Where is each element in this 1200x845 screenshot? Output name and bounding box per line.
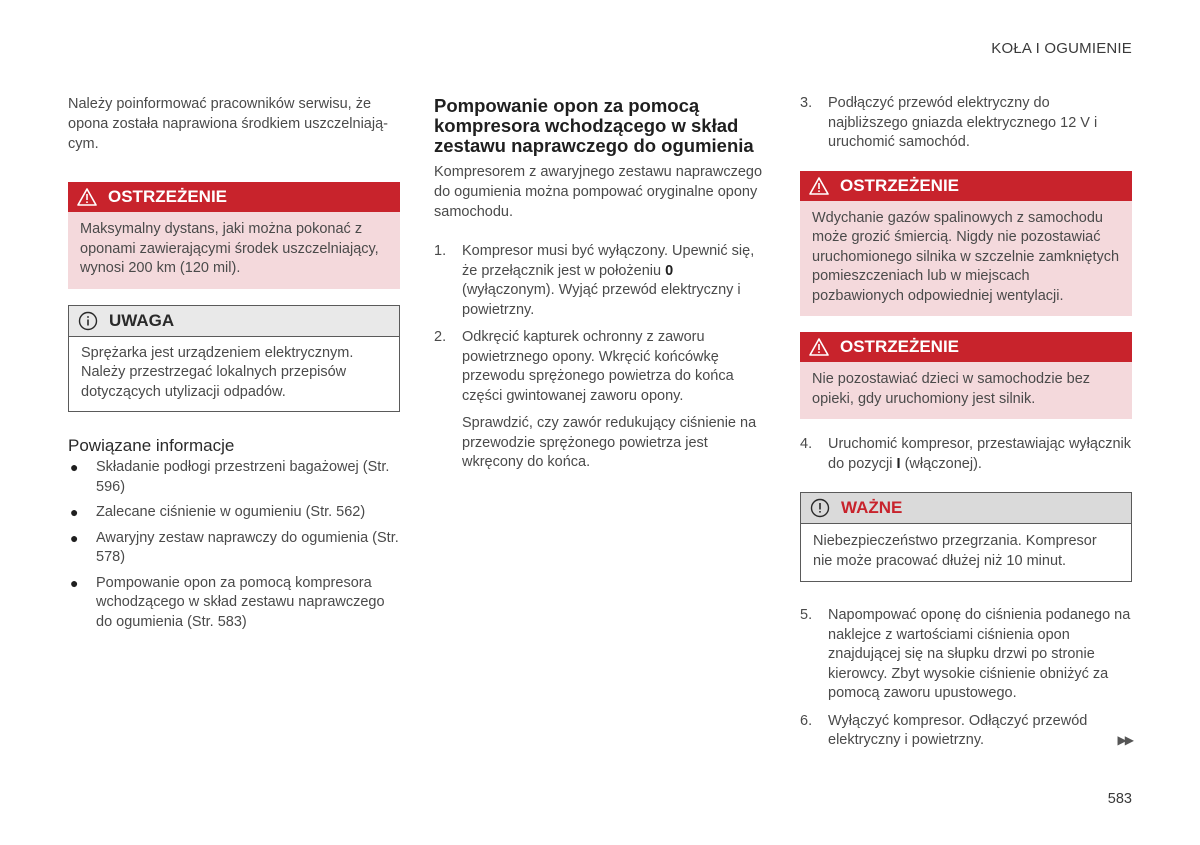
warning-box-exhaust bbox=[800, 171, 1132, 317]
note-box bbox=[68, 305, 400, 413]
column-middle bbox=[434, 96, 768, 473]
list-item[interactable]: ● Pompowanie opon za pomocą kompresora wchodzącego w skład zestawu naprawczego do ogumienia (Str. 583) bbox=[70, 574, 385, 630]
warning-title: OSTRZEŻENIE bbox=[840, 175, 960, 195]
warning-title: OSTRZEŻENIE bbox=[840, 337, 960, 356]
note-text: Sprężarka jest urządzeniem elektrycznym. Należy przestrzegać lokalnych przepisów dotyczących utylizacji odpadów. bbox=[69, 337, 399, 412]
page-number: 583 bbox=[1107, 791, 1132, 807]
related-info-list bbox=[68, 458, 400, 632]
step-4: 4. Uruchomić kompresor, przestawiając wyłącznik do pozycji I (włączonej). bbox=[800, 436, 1131, 472]
step-6: 6. Wyłączyć kompresor. Odłączyć przewód elektryczny i powietrzny. bbox=[800, 712, 1088, 748]
warning-text: Nie pozostawiać dzieci w samochodzie bez opieki, gdy uruchomiony jest silnik. bbox=[800, 362, 1132, 419]
info-circle-icon bbox=[77, 310, 99, 332]
exclamation-circle-icon bbox=[809, 497, 831, 519]
warning-header bbox=[800, 332, 1132, 362]
lead-paragraph: Kompresorem z awaryjnego zestawu naprawczego do ogumienia można pompować oryginalne opony samochodu. bbox=[434, 164, 763, 220]
bullet-icon: ● bbox=[70, 459, 79, 475]
warning-text: Wdychanie gazów spalinowych z samochodu może grozić śmiercią. Nigdy nie pozostawiać uruchomionego silnika w szczelnie zamkniętych pomieszczeniach lub w miejscach pozbawionych odpowiedniej wentylacji. bbox=[800, 201, 1132, 317]
warning-triangle-icon bbox=[76, 186, 98, 208]
note-title: UWAGA bbox=[109, 310, 175, 330]
list-item[interactable]: ● Awaryjny zestaw naprawczy do ogumienia (Str. 578) bbox=[70, 529, 399, 565]
continue-arrows-icon: ▶▶ bbox=[1117, 733, 1132, 747]
warning-title: OSTRZEŻENIE bbox=[108, 187, 228, 206]
note-header bbox=[69, 306, 399, 337]
page-title: Pompowanie opon za pomocą kompresora wchodzącego w skład zestawu naprawczego do ogumienia bbox=[434, 95, 754, 156]
column-right bbox=[800, 94, 1132, 751]
step-2: 2. Odkręcić kapturek ochronny z zaworu powietrznego opony. Wkręcić końcówkę przewodu sprężonego powietrza do końca części gwintowanej zaworu opony. bbox=[434, 329, 734, 404]
important-header bbox=[801, 493, 1131, 524]
warning-header bbox=[68, 182, 400, 212]
bullet-icon: ● bbox=[70, 574, 79, 591]
bullet-icon: ● bbox=[70, 504, 79, 520]
important-text: Niebezpieczeństwo przegrzania. Kompresor nie może pracować dłużej niż 10 minut. bbox=[801, 524, 1131, 581]
warning-box bbox=[68, 182, 400, 289]
step-3: 3. Podłączyć przewód elektryczny do najbliższego gniazda elektrycznego 12 V i uruchomić samochód. bbox=[800, 95, 1098, 150]
step-1: 1. Kompresor musi być wyłączony. Upewnić się, że przełącznik jest w położeniu 0 (wyłączonym). Wyjąć przewód elektryczny i powietrzny. bbox=[434, 243, 755, 318]
warning-box-children bbox=[800, 332, 1132, 419]
list-item[interactable]: ● Składanie podłogi przestrzeni bagażowej (Str. 596) bbox=[70, 459, 390, 495]
related-info-heading: Powiązane informacje bbox=[68, 436, 235, 455]
section-header: KOŁA I OGUMIENIE bbox=[991, 40, 1132, 57]
important-title: WAŻNE bbox=[841, 498, 903, 517]
step-2-note: Sprawdzić, czy zawór redukujący ciśnienie na przewodzie sprężonego powietrza jest wkręcony do końca. bbox=[462, 415, 757, 470]
warning-triangle-icon bbox=[808, 336, 830, 358]
intro-paragraph: Należy poinformować pracowników serwisu, że opona została naprawiona środkiem uszczelniają-cym. bbox=[68, 96, 388, 152]
list-item[interactable]: ● Zalecane ciśnienie w ogumieniu (Str. 562) bbox=[68, 503, 400, 523]
column-left bbox=[68, 94, 400, 638]
warning-triangle-icon bbox=[808, 175, 830, 197]
warning-header bbox=[800, 171, 1132, 201]
bullet-icon: ● bbox=[70, 529, 79, 546]
step-5: 5. Napompować oponę do ciśnienia podanego na naklejce z wartościami ciśnienia opon znajdującej się na słupku drzwi po stronie kierowcy. Zbyt wysokie ciśnienie obniżyć za pomocą zaworu upustowego. bbox=[800, 607, 1131, 701]
warning-text: Maksymalny dystans, jaki można pokonać z oponami zawierającymi środek uszczelniający, wynosi 200 km (120 mil). bbox=[68, 212, 400, 289]
important-box bbox=[800, 492, 1132, 582]
